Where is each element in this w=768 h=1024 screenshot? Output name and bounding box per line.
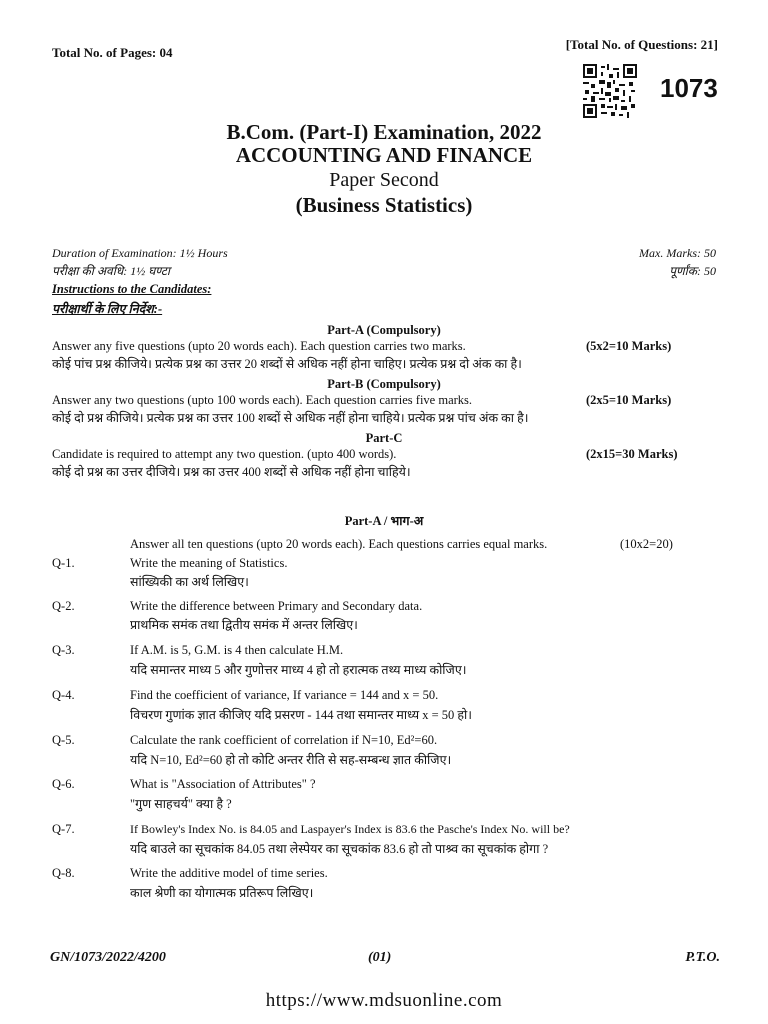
paper-number: Paper Second xyxy=(329,169,439,191)
duration-hi: परीक्षा की अवधि: 1½ घण्टा xyxy=(52,264,171,278)
question-text-en: If Bowley's Index No. is 84.05 and Laspayer's Index is 83.6 the Pasche's Index No. will be? xyxy=(130,822,570,836)
part-c-instruction-heading: Part-C xyxy=(365,431,403,445)
question-text-hi: यदि बाउले का सूचकांक 84.05 तथा लेस्पेयर का सूचकांक 83.6 हो तो पाश्र्व का सूचकांक होगा ? xyxy=(130,842,549,856)
part-a-instruction-text-en: Answer any five questions (upto 20 words each). Each question carries two marks. xyxy=(52,339,466,353)
part-a-heading: Part-A / भाग-अ xyxy=(344,514,424,528)
part-a-instruction-heading: Part-A (Compulsory) xyxy=(327,323,441,337)
part-b-instruction-heading: Part-B (Compulsory) xyxy=(327,377,441,391)
question-text-hi: काल श्रेणी का योगात्मक प्रतिरूप लिखिए। xyxy=(130,886,314,900)
question-text-en: What is "Association of Attributes" ? xyxy=(130,777,316,791)
question-text-hi: प्राथमिक समंक तथा द्वितीय समंक में अन्तर लिखिए। xyxy=(130,618,358,632)
question-text-en: Write the meaning of Statistics. xyxy=(130,556,288,570)
part-c-instruction-text-hi: कोई दो प्रश्न का उत्तर दीजिये। प्रश्न का उत्तर 400 शब्दों से अधिक नहीं होना चाहिये। xyxy=(52,465,411,479)
paper-code: 1073 xyxy=(660,73,718,103)
footer-code: GN/1073/2022/4200 xyxy=(50,950,166,965)
pto-label: P.T.O. xyxy=(685,950,720,965)
question-number: Q-4. xyxy=(52,688,75,702)
subject-title: ACCOUNTING AND FINANCE xyxy=(235,143,533,167)
total-pages-label: Total No. of Pages: 04 xyxy=(52,45,173,60)
question-text-hi: यदि समान्तर माध्य 5 और गुणोत्तर माध्य 4 हो तो हरात्मक तथ्य माध्य कोजिए। xyxy=(130,663,467,677)
part-a-instruction-marks: (5x2=10 Marks) xyxy=(586,339,672,353)
instructions-heading-en: Instructions to the Candidates: xyxy=(52,282,212,296)
part-b-instruction-marks: (2x5=10 Marks) xyxy=(586,393,672,407)
part-a-marks: (10x2=20) xyxy=(620,537,673,551)
question-number: Q-1. xyxy=(52,556,75,570)
part-c-instruction-marks: (2x15=30 Marks) xyxy=(586,447,678,461)
exam-title: B.Com. (Part-I) Examination, 2022 xyxy=(226,120,542,144)
total-questions-label: [Total No. of Questions: 21] xyxy=(565,37,718,52)
question-number: Q-6. xyxy=(52,777,75,791)
part-b-instruction-text-en: Answer any two questions (upto 100 words each). Each question carries five marks. xyxy=(52,393,473,407)
question-number: Q-7. xyxy=(52,822,75,836)
duration-en: Duration of Examination: 1½ Hours xyxy=(52,246,228,260)
source-url: https://www.mdsuonline.com xyxy=(265,990,503,1011)
question-number: Q-3. xyxy=(52,643,75,657)
paper-subject: (Business Statistics) xyxy=(295,193,473,217)
question-text-en: Calculate the rank coefficient of correlation if N=10, Ed²=60. xyxy=(130,733,438,747)
max-marks-hi: पूर्णांक: 50 xyxy=(669,264,716,278)
question-text-en: Write the difference between Primary and Secondary data. xyxy=(130,599,423,613)
question-text-hi: सांख्यिकी का अर्थ लिखिए। xyxy=(130,575,249,589)
question-text-en: If A.M. is 5, G.M. is 4 then calculate H.M. xyxy=(130,643,344,657)
max-marks-en: Max. Marks: 50 xyxy=(639,246,716,260)
question-text-hi: यदि N=10, Ed²=60 हो तो कोटि अन्तर रीति से सह-सम्बन्ध ज्ञात कीजिए। xyxy=(130,753,452,767)
qr-code-icon xyxy=(583,64,637,118)
question-number: Q-2. xyxy=(52,599,75,613)
part-a-instruction: Answer all ten questions (upto 20 words each). Each questions carries equal marks. xyxy=(130,537,548,551)
instructions-heading-hi: परीक्षार्थी के लिए निर्देश:- xyxy=(52,302,163,316)
question-number: Q-5. xyxy=(52,733,75,747)
part-a-instruction-text-hi: कोई पांच प्रश्न कीजिये। प्रत्येक प्रश्न का उत्तर 20 शब्दों से अधिक नहीं होना चाहिए। प्रत्येक प्रश्न दो अंक का है। xyxy=(52,357,522,371)
part-c-instruction-text-en: Candidate is required to attempt any two question. (upto 400 words). xyxy=(52,447,397,461)
question-text-hi: "गुण साहचर्य" क्या है ? xyxy=(130,797,232,811)
question-text-hi: विचरण गुणांक ज्ञात कीजिए यदि प्रसरण - 144 तथा समान्तर माध्य x = 50 हो। xyxy=(130,708,473,722)
question-text-en: Find the coefficient of variance, If variance = 144 and x = 50. xyxy=(130,688,439,702)
question-text-en: Write the additive model of time series. xyxy=(130,866,328,880)
part-b-instruction-text-hi: कोई दो प्रश्न कीजिये। प्रत्येक प्रश्न का उत्तर 100 शब्दों से अधिक नहीं होना चाहिये। प्रत्येक प्रश्न पांच अंक का है। xyxy=(52,411,529,425)
question-number: Q-8. xyxy=(52,866,75,880)
page-number: (01) xyxy=(368,950,392,965)
